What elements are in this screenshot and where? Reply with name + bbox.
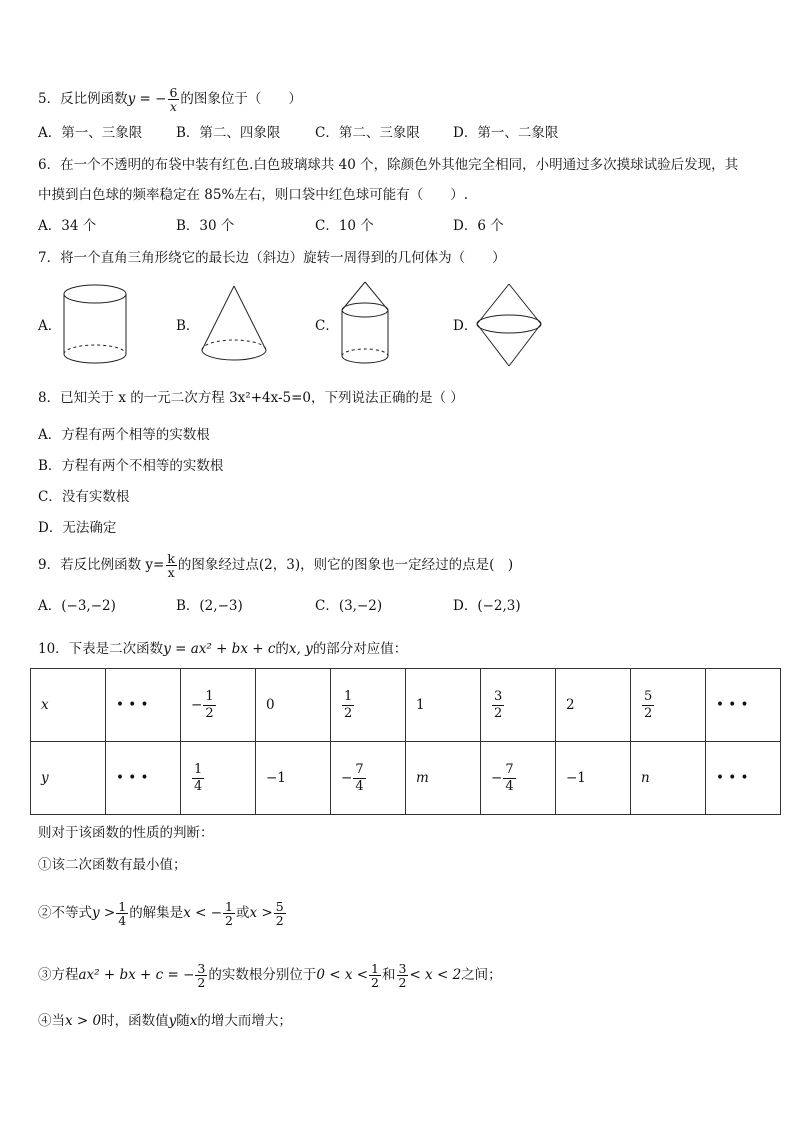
q7-label-d: D． xyxy=(453,318,478,334)
table-row-x xyxy=(31,669,781,742)
q5-den: x xyxy=(169,99,177,114)
double-cone-figure xyxy=(474,282,544,370)
q9-num: k xyxy=(167,551,175,566)
q10-statement-3 xyxy=(38,962,502,989)
q5-option-b: B．第二、四象限 xyxy=(176,125,281,141)
q7-label-c: C． xyxy=(315,318,339,334)
q9-option-a: A．(−3,−2) xyxy=(38,598,116,614)
table-cell: • • • xyxy=(106,742,181,815)
q9-option-d: D．(−2,3) xyxy=(453,598,521,614)
q9-prefix: 9．若反比例函数 y= xyxy=(38,557,165,573)
table-cell: $\frac{3}{2}$ xyxy=(481,669,556,742)
table-cell: m xyxy=(406,742,481,815)
s2-pre: ②不等式 xyxy=(38,905,92,921)
q5-option-d: D．第一、二象限 xyxy=(453,125,559,141)
s3-end: 之间； xyxy=(461,967,502,983)
q5-prefix: 5．反比例函数 xyxy=(38,91,128,107)
s3-n2: 3 xyxy=(398,961,407,976)
s2-d3: 2 xyxy=(275,913,284,928)
q5-option-c: C．第二、三象限 xyxy=(315,125,420,141)
q5-lhs: y = − xyxy=(127,91,167,107)
table-cell: • • • xyxy=(706,742,781,815)
s2-mid: 的解集是 xyxy=(129,905,184,921)
q10-suffix: 的部分对应值： xyxy=(312,641,408,657)
q10-statement-4 xyxy=(38,1012,292,1030)
s2-n3: 5 xyxy=(275,899,284,914)
q8-option-a: A．方程有两个相等的实数根 xyxy=(38,427,210,443)
s4-x: x xyxy=(189,1013,198,1029)
table-cell: 2 xyxy=(556,669,631,742)
s4-end: 的增大而增大； xyxy=(197,1013,292,1029)
table-cell: • • • xyxy=(706,669,781,742)
s3-d0: 2 xyxy=(197,975,206,990)
s2-or: 或 xyxy=(235,905,250,921)
q10-statement-1: ①该二次函数有最小值； xyxy=(38,857,187,873)
table-cell: − $\frac{7}{4}$ xyxy=(481,742,556,815)
s3-eq: ax² + bx + c = − xyxy=(78,967,195,983)
s2-c: x > xyxy=(249,905,273,921)
q10-formula: y = ax² + bx + c xyxy=(163,641,276,657)
q6-stem-line1: 6．在一个不透明的布袋中装有红色.白色玻璃球共 40 个，除颜色外其他完全相同，小明通过多次摸球试验后发现，其 xyxy=(38,157,739,173)
q5-suffix: 的图象位于（ ） xyxy=(180,91,302,107)
table-row-y xyxy=(31,742,781,815)
q9-den: x xyxy=(167,565,175,580)
s3-d2: 2 xyxy=(398,975,407,990)
q8-option-c: C．没有实数根 xyxy=(38,489,130,505)
s2-b: x < − xyxy=(183,905,223,921)
q10-prefix: 10．下表是二次函数 xyxy=(38,641,164,657)
q10-judge-intro: 则对于该函数的性质的判断： xyxy=(38,825,214,841)
q10-stem xyxy=(38,640,407,658)
s3-frac-0 xyxy=(195,962,207,989)
q8-option-b: B．方程有两个不相等的实数根 xyxy=(38,458,224,474)
s3-n0: 3 xyxy=(197,961,206,976)
q7-label-b: B． xyxy=(176,318,200,334)
s2-frac-3 xyxy=(274,900,286,927)
q9-stem xyxy=(38,552,513,579)
q10-mid: 的 xyxy=(275,641,289,657)
table-cell: $\frac{5}{2}$ xyxy=(631,669,706,742)
table-cell: y xyxy=(31,742,106,815)
q9-option-c: C．(3,−2) xyxy=(315,598,383,614)
q5-stem xyxy=(38,86,302,113)
q5-fraction xyxy=(167,86,179,113)
s2-d1: 4 xyxy=(118,913,127,928)
s2-a: y > xyxy=(92,905,116,921)
q9-suffix: 的图象经过点(2，3)，则它的图象也一定经过的点是( ) xyxy=(177,557,514,573)
s3-d1: 2 xyxy=(371,975,379,990)
table-cell: 1 xyxy=(406,669,481,742)
s3-r1: 0 < x < xyxy=(316,967,369,983)
q5-num: 6 xyxy=(169,85,178,100)
s2-n1: 1 xyxy=(118,899,127,914)
table-cell: $\frac{1}{4}$ xyxy=(181,742,256,815)
q6-stem-line2: 中摸到白色球的频率稳定在 85%左右，则口袋中红色球可能有（ ）. xyxy=(38,187,469,203)
s3-r2: < x < 2 xyxy=(409,967,462,983)
s2-n2: 1 xyxy=(225,899,233,914)
s3-n1: 1 xyxy=(371,961,379,976)
s4-cond: x > 0 xyxy=(65,1013,102,1029)
s4-mid: 时，函数值 xyxy=(101,1013,169,1029)
s2-frac-2 xyxy=(223,900,235,927)
s2-d2: 2 xyxy=(225,913,233,928)
table-cell: x xyxy=(31,669,106,742)
table-cell: − $\frac{1}{2}$ xyxy=(181,669,256,742)
cone-figure xyxy=(198,284,270,366)
table-cell: 0 xyxy=(256,669,331,742)
s2-frac-1 xyxy=(116,900,128,927)
s3-and: 和 xyxy=(382,967,396,983)
table-cell: −1 xyxy=(256,742,331,815)
q8-option-d: D．无法确定 xyxy=(38,520,117,536)
table-cell: n xyxy=(631,742,706,815)
q5-option-a: A．第一、三象限 xyxy=(38,125,143,141)
s3-pre: ③方程 xyxy=(38,967,79,983)
s3-frac-2 xyxy=(397,962,409,989)
s3-frac-1 xyxy=(369,962,381,989)
values-table xyxy=(30,668,781,815)
s3-mid: 的实数根分别位于 xyxy=(208,967,317,983)
q9-option-b: B．(2,−3) xyxy=(176,598,243,614)
q8-stem: 8．已知关于 x 的一元二次方程 3x²+4x-5=0，下列说法正确的是（ ） xyxy=(38,390,464,406)
q6-option-d: D．6 个 xyxy=(453,218,504,234)
q7-label-a: A． xyxy=(38,318,62,334)
q6-option-c: C．10 个 xyxy=(315,218,374,234)
q10-statement-2 xyxy=(38,900,287,927)
cone-on-cylinder-figure xyxy=(336,280,396,370)
table-cell: −1 xyxy=(556,742,631,815)
table-cell: • • • xyxy=(106,669,181,742)
q9-fraction xyxy=(165,552,177,579)
s4-y: y xyxy=(168,1013,177,1029)
s4-mid2: 随 xyxy=(176,1013,190,1029)
q6-option-a: A．34 个 xyxy=(38,218,97,234)
cylinder-figure xyxy=(60,282,132,368)
s4-pre: ④当 xyxy=(38,1013,65,1029)
q6-option-b: B．30 个 xyxy=(176,218,235,234)
q7-stem: 7．将一个直角三角形绕它的最长边（斜边）旋转一周得到的几何体为（ ） xyxy=(38,250,506,266)
table-cell: $\frac{1}{2}$ xyxy=(331,669,406,742)
table-cell: − $\frac{7}{4}$ xyxy=(331,742,406,815)
q10-vars: x, y xyxy=(288,641,313,657)
